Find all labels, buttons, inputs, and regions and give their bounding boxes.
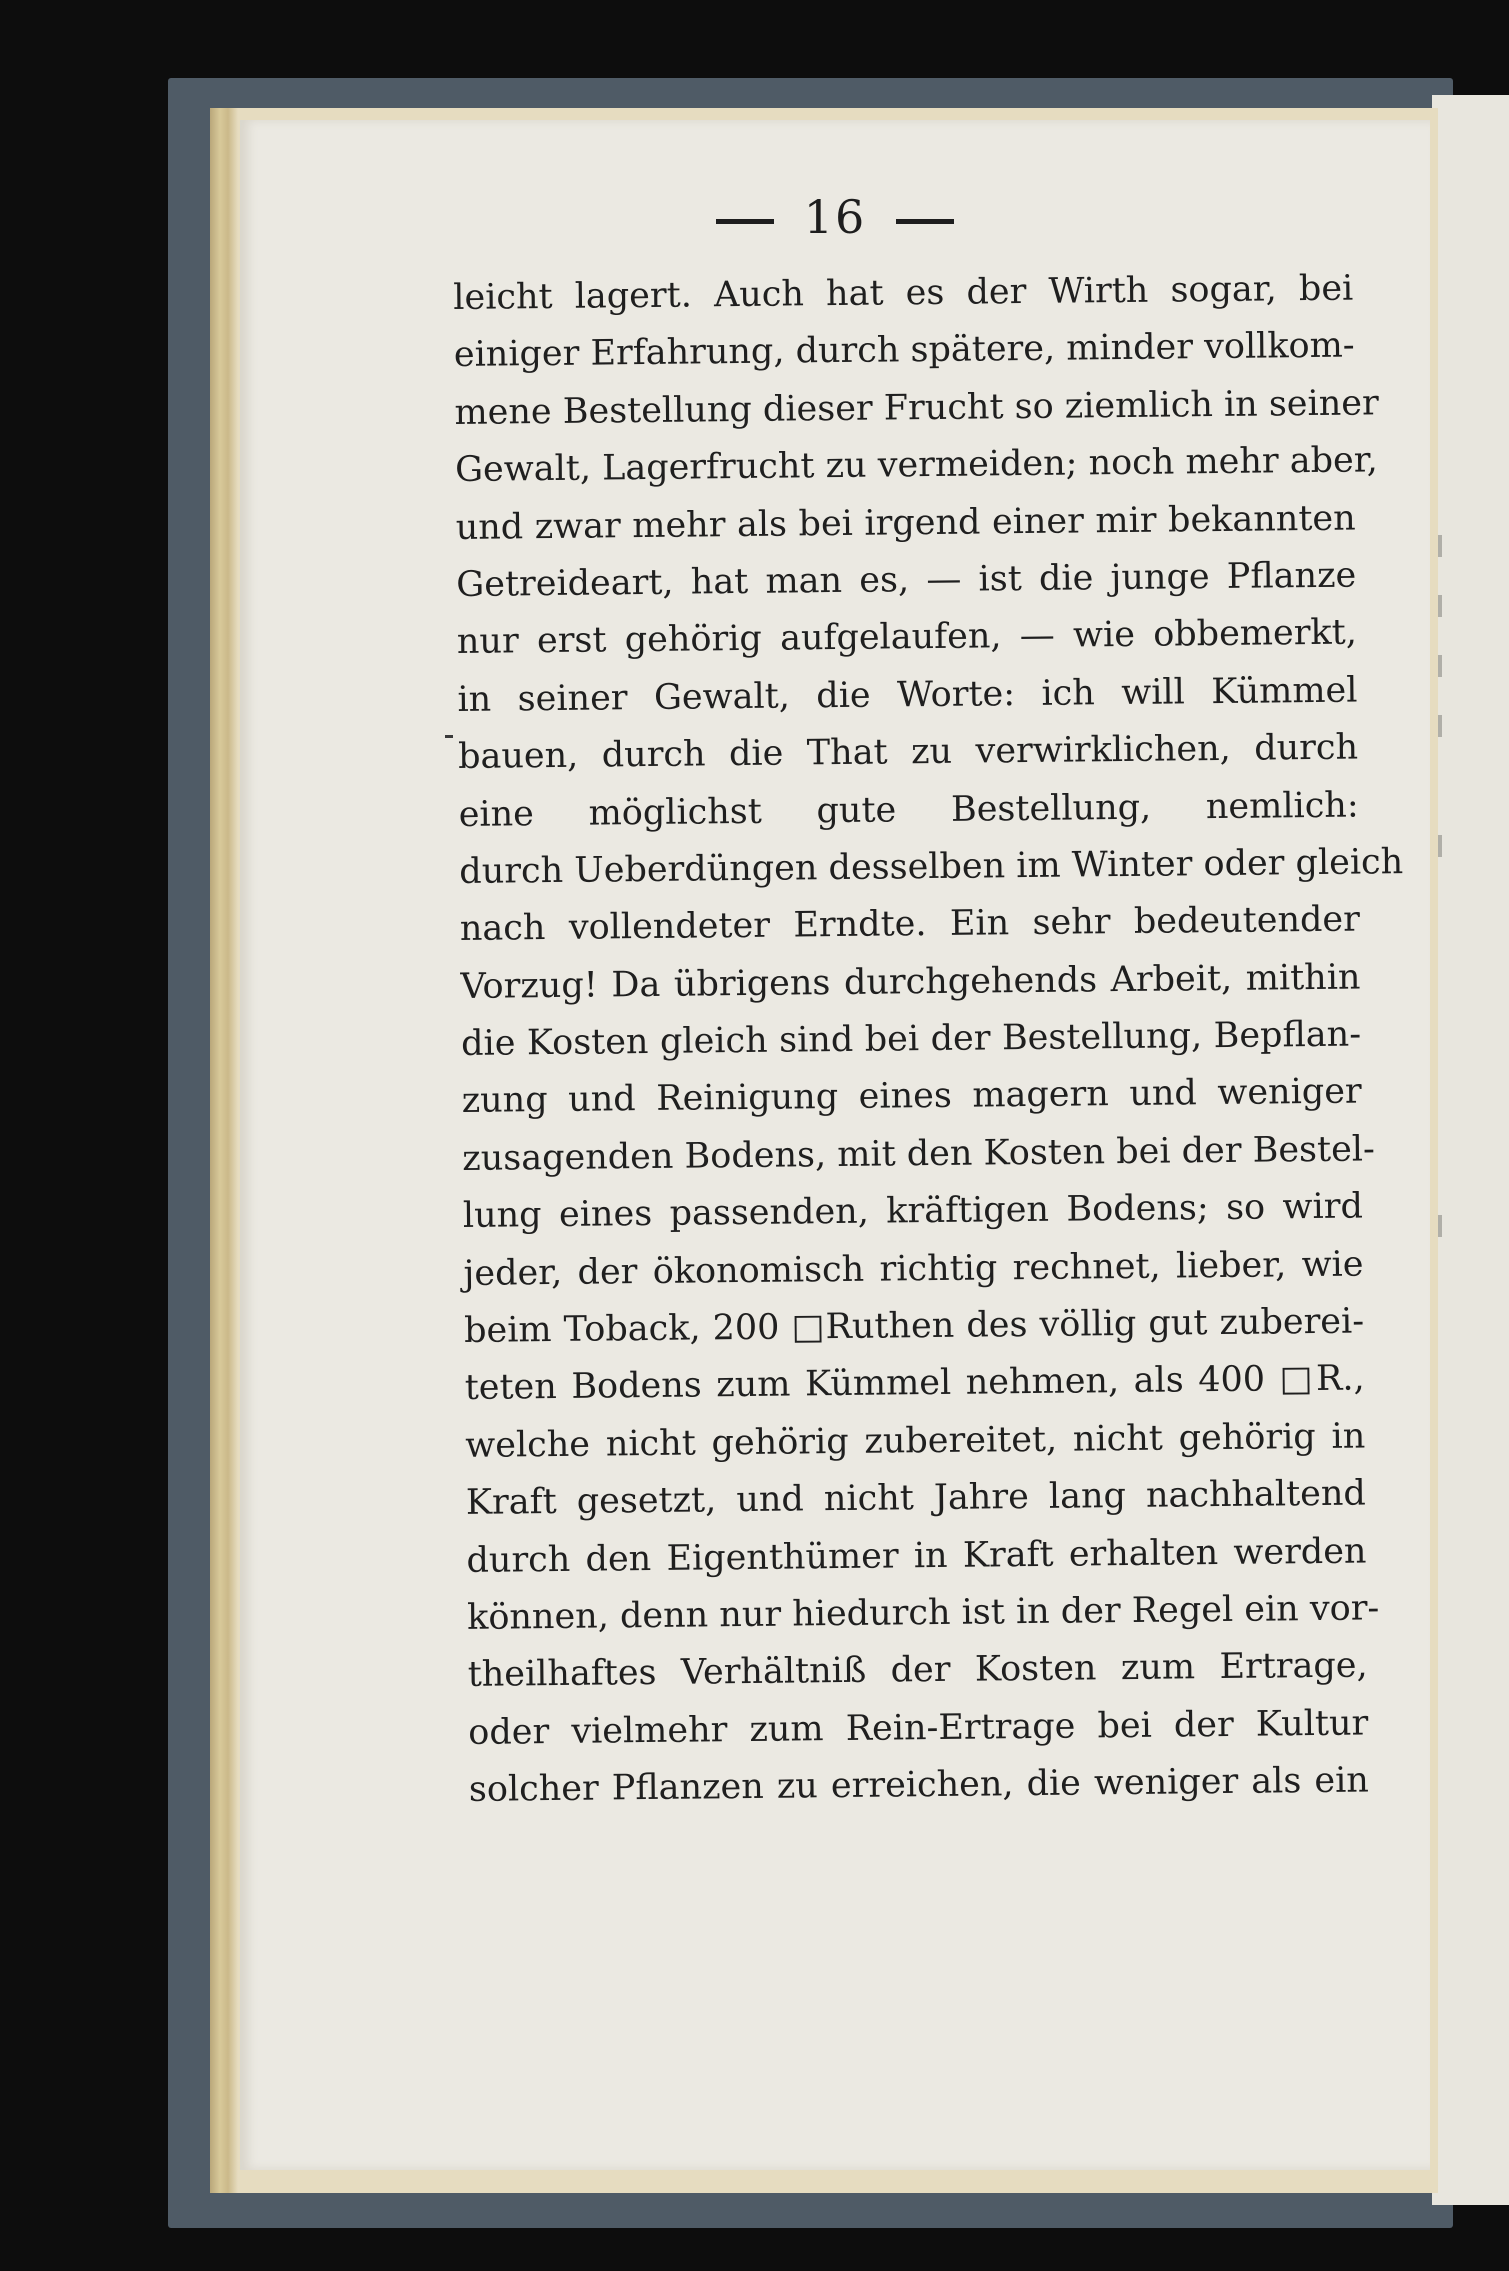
text-line: mene Bestellung dieser Frucht so ziemlich in seiner <box>454 383 1379 433</box>
text-line: in seiner Gewalt, die Worte: ich will Kümmel <box>457 670 1358 720</box>
text-line: jeder, der ökonomisch richtig rechnet, lieber, wie <box>463 1244 1364 1294</box>
text-line: einiger Erfahrung, durch spätere, minder vollkom- <box>453 325 1355 376</box>
facing-page-edge <box>1432 95 1509 2205</box>
text-line: solcher Pflanzen zu erreichen, die weniger als ein <box>468 1760 1370 1811</box>
text-line: theilhaftes Verhältniß der Kosten zum Ertrage, <box>467 1645 1368 1696</box>
text-line: können, denn nur hiedurch ist in der Regel ein vor- <box>466 1588 1380 1638</box>
text-line: Kraft gesetzt, und nicht Jahre lang nachhaltend <box>465 1473 1367 1524</box>
book-page <box>240 120 1430 2170</box>
page-number: 16 <box>803 190 867 244</box>
text-line: teten Bodens zum Kümmel nehmen, als 400 □R., <box>464 1358 1365 1409</box>
text-line: die Kosten gleich sind bei der Bestellung, Bepflan- <box>460 1014 1362 1065</box>
facing-page-mark <box>1438 715 1442 737</box>
text-line: eine möglichst gute Bestellung, nemlich: <box>458 785 1359 835</box>
margin-mark <box>445 735 453 738</box>
body-text <box>453 261 1404 1820</box>
page-header <box>240 190 1430 244</box>
text-line: bauen, durch die That zu verwirklichen, durch <box>457 727 1359 778</box>
header-dash-right <box>896 219 954 224</box>
facing-page-mark <box>1438 655 1442 677</box>
text-line: Gewalt, Lagerfrucht zu vermeiden; noch mehr aber, <box>454 440 1378 491</box>
text-line: durch Ueberdüngen desselben im Winter oder gleich <box>459 841 1404 892</box>
facing-page-mark <box>1438 835 1442 857</box>
header-dash-left <box>716 219 774 224</box>
text-line: zusagenden Bodens, mit den Kosten bei der Bestel- <box>462 1129 1376 1179</box>
text-line: lung eines passenden, kräftigen Bodens; so wird <box>462 1186 1364 1237</box>
text-line: Vorzug! Da übrigens durchgehends Arbeit, mithin <box>460 957 1361 1007</box>
facing-page-mark <box>1438 1215 1442 1237</box>
text-line: welche nicht gehörig zubereitet, nicht gehörig in <box>465 1416 1366 1466</box>
text-line: und zwar mehr als bei irgend einer mir bekannten <box>455 498 1356 548</box>
text-line: durch den Eigenthümer in Kraft erhalten werden <box>466 1531 1367 1581</box>
text-line: nach vollendeter Erndte. Ein sehr bedeutender <box>459 899 1361 950</box>
text-line: zung und Reinigung eines magern und weniger <box>461 1071 1362 1122</box>
facing-page-mark <box>1438 535 1442 557</box>
text-line: oder vielmehr zum Rein-Ertrage bei der Kultur <box>468 1703 1369 1753</box>
text-line: nur erst gehörig aufgelaufen, — wie obbemerkt, <box>456 612 1358 663</box>
text-line: leicht lagert. Auch hat es der Wirth sogar, bei <box>453 268 1354 318</box>
facing-page-mark <box>1438 595 1442 617</box>
text-line: Getreideart, hat man es, — ist die junge Pflanze <box>456 555 1357 605</box>
text-line: beim Toback, 200 □Ruthen des völlig gut zuberei- <box>463 1301 1365 1351</box>
